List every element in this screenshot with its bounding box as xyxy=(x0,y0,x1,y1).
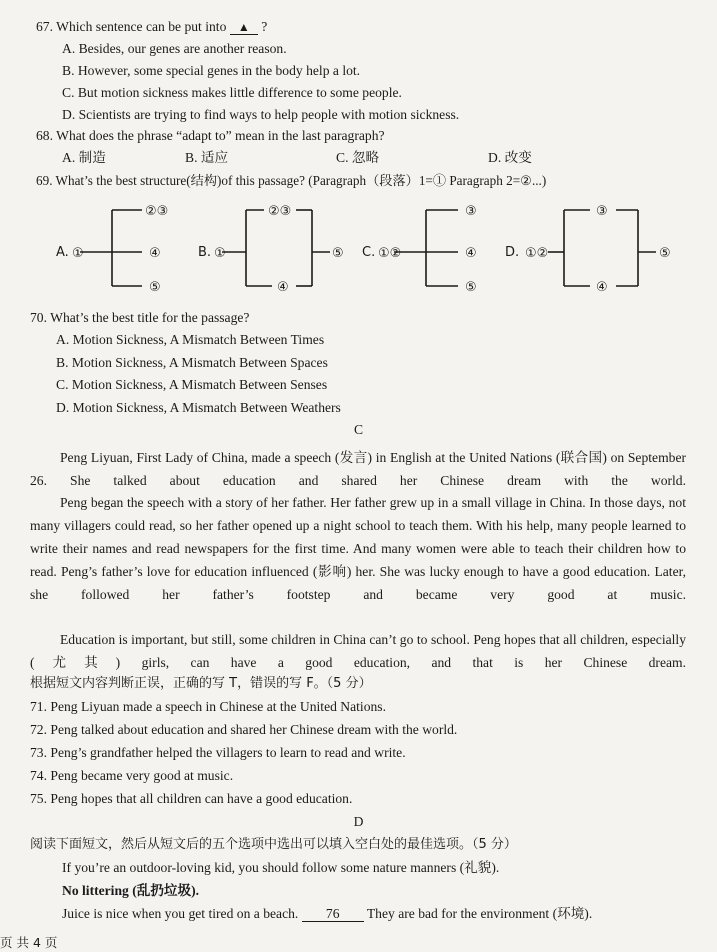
line-76-before: Juice is nice when you get tired on a beach. xyxy=(62,906,299,921)
diagram-a-mid: ④ xyxy=(149,246,161,261)
blank-mark: ▲ xyxy=(237,20,250,34)
diagram-d-right: ⑤ xyxy=(659,246,671,261)
q67-option-d: D. Scientists are trying to find ways to help people with motion sickness. xyxy=(62,107,460,122)
section-d-subheading: No littering (乱扔垃圾). xyxy=(62,883,200,898)
question-mark: ? xyxy=(261,19,268,34)
q68-option-d: D. 改变 xyxy=(488,150,532,165)
diagram-a-top: ②③ xyxy=(145,204,169,219)
question-68-stem: 68. What does the phrase “adapt to” mean in the last paragraph? xyxy=(36,128,385,143)
question-67-text: 67. Which sentence can be put into xyxy=(36,19,227,34)
answer-blank xyxy=(230,20,258,35)
section-c-paragraph-1: Peng Liyuan, First Lady of China, made a speech (发言) in English at the United Nations (联合国) on September 26. She talked about education and shared her Chinese dream with the world. xyxy=(30,450,686,488)
diagram-c-mid: ④ xyxy=(465,246,477,261)
q67-option-a: A. Besides, our genes are another reason. xyxy=(62,41,287,56)
structure-diagrams xyxy=(50,198,700,298)
line-76-after: They are bad for the environment (环境). xyxy=(366,906,593,921)
diagram-c-top: ③ xyxy=(465,204,477,219)
diagram-d-letter: D. xyxy=(505,245,520,260)
diagram-b-bottom: ④ xyxy=(277,280,289,295)
diagram-b-top: ②③ xyxy=(268,204,292,219)
q70-option-a: A. Motion Sickness, A Mismatch Between Times xyxy=(56,332,325,347)
diagram-b-right: ⑤ xyxy=(332,246,344,261)
q68-options xyxy=(0,149,717,167)
question-67-stem xyxy=(36,18,267,36)
q70-option-b: B. Motion Sickness, A Mismatch Between Spaces xyxy=(56,355,328,370)
blank-76: 76 xyxy=(302,906,364,922)
q67-option-b: B. However, some special genes in the body help a lot. xyxy=(62,63,361,78)
statement-75: 75. Peng hopes that all children can have a good education. xyxy=(30,791,353,806)
statement-72: 72. Peng talked about education and shared her Chinese dream with the world. xyxy=(30,722,458,737)
section-c-instruction: 根据短文内容判断正误，正确的写 T，错误的写 F。（5 分） xyxy=(30,676,372,691)
section-d-instruction: 阅读下面短文，然后从短文后的五个选项中选出可以填入空白处的最佳选项。（5 分） xyxy=(30,837,517,852)
diagram-c-bottom: ⑤ xyxy=(465,280,477,295)
diagram-a-letter: A. xyxy=(56,245,69,260)
q70-option-c: C. Motion Sickness, A Mismatch Between Senses xyxy=(56,377,328,392)
diagram-c-left: ①② xyxy=(378,246,402,261)
q68-option-c: C. 忽略 xyxy=(336,150,380,165)
q70-option-d: D. Motion Sickness, A Mismatch Between Weathers xyxy=(56,400,341,415)
diagram-b-left: ① xyxy=(214,246,226,261)
q67-option-c: C. But motion sickness makes little difference to some people. xyxy=(62,85,402,100)
diagram-d-top: ③ xyxy=(596,204,608,219)
q68-option-b: B. 适应 xyxy=(185,150,229,165)
question-70-stem: 70. What’s the best title for the passage? xyxy=(30,310,250,325)
question-69-stem: 69. What’s the best structure(结构)of this passage? (Paragraph（段落）1=① Paragraph 2=②...) xyxy=(36,173,547,188)
statement-73: 73. Peng’s grandfather helped the villagers to learn to read and write. xyxy=(30,745,406,760)
section-d-intro: If you’re an outdoor-loving kid, you should follow some nature manners (礼貌). xyxy=(62,860,500,875)
section-d-line-76 xyxy=(62,905,592,923)
diagram-c-letter: C. xyxy=(362,245,376,260)
diagram-d-left: ①② xyxy=(525,246,549,261)
diagram-b-letter: B. xyxy=(198,245,212,260)
diagram-d-bottom: ④ xyxy=(596,280,608,295)
section-c-paragraph-3: Education is important, but still, some children in China can’t go to school. Peng hopes that all children, especially (尤其) girls, can have a good education, and that is her Chinese dream. xyxy=(30,632,686,670)
section-d-heading: D xyxy=(353,814,364,829)
section-c-paragraph-2: Peng began the speech with a story of her father. Her father grew up in a small village in China. In those days, not many villagers could read, so her father opened up a night school to teach them. With his help, many people learned to write their names and read newspapers for the first time. And many women were able to teach their children how to read. Peng’s father’s love for education influenced (影响) her. She was lucky enough to have a good education. Later, she followed her father’s footstep and became very good at music. xyxy=(30,495,686,602)
section-c-heading: C xyxy=(353,422,364,437)
diagram-a-left: ① xyxy=(72,246,84,261)
statement-74: 74. Peng became very good at music. xyxy=(30,768,234,783)
statement-71: 71. Peng Liyuan made a speech in Chinese at the United Nations. xyxy=(30,699,386,714)
diagram-a-bottom: ⑤ xyxy=(149,280,161,295)
q68-option-a: A. 制造 xyxy=(62,150,106,165)
page-footer: 页 共 4 页 xyxy=(0,935,58,950)
